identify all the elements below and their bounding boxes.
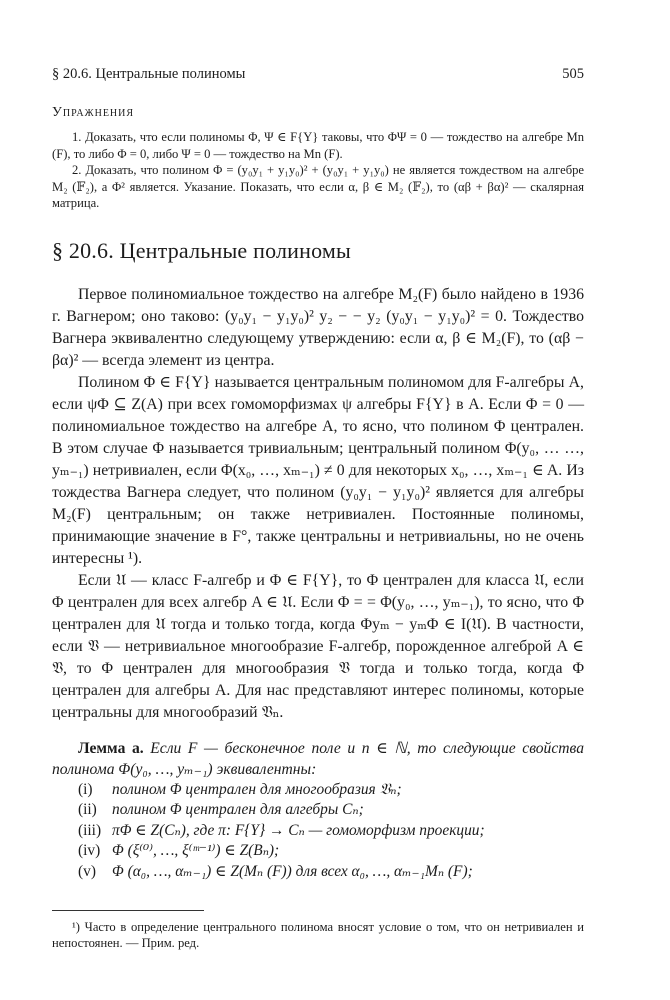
page xyxy=(52,66,584,951)
lemma xyxy=(52,738,584,780)
lemma-item: (v) Φ (α₀, …, αₘ₋₁) ∈ Z(Mₙ (F)) для всех α₀, …, αₘ₋₁Mₙ (F); xyxy=(78,862,473,880)
page-number: 505 xyxy=(562,66,584,82)
lemma-items xyxy=(78,780,584,883)
exercises-title: Упражнения xyxy=(52,105,135,120)
running-head-section: § 20.6. Центральные полиномы xyxy=(52,66,246,82)
lemma-item: (i) полином Φ централен для многообразия 𝔙ₙ; xyxy=(78,780,402,798)
footnote: ¹) Часто в определение центрального полинома вносят условие о том, что он нетривиален и непостоянен. — Прим. ред. xyxy=(52,920,584,950)
paragraph-class-central: Если 𝔘 — класс F-алгебр и Φ ∈ F{Y}, то Φ централен для класса 𝔘, если Φ централен для всех алгебр A ∈ 𝔘. Если Φ = = Φ(y₀, …, yₘ₋₁), то ясно, что Φ централен для 𝔘 тогда и только тогда, когда Φyₘ − yₘΦ ∈ I(𝔘). В частности, если 𝔙 — нетривиальное многообразие F-алгебр, порожденное алгеброй A ∈ 𝔙, то Φ централен для многообразия 𝔙 тогда и только тогда, когда Φ централен для алгебры A. Для нас представляют интерес полиномы, которые центральны для многообразий 𝔙ₙ. xyxy=(52,571,584,721)
exercise-1: 1. Доказать, что если полиномы Φ, Ψ ∈ F{Y} таковы, что ΦΨ = 0 — тождество на алгебре Mn (F), то либо Φ = 0, либо Ψ = 0 — тождество на Mn (F). xyxy=(52,130,584,161)
lemma-statement: Если F — бесконечное поле и n ∈ ℕ, то следующие свойства полинома Φ(y₀, …, yₘ₋₁) эквивалентны: xyxy=(52,739,584,778)
exercise-2: 2. Доказать, что полином Φ = (y₀y₁ + y₁y₀)² + (y₀y₁ + y₁y₀) не является тождеством на алгебре M₂ (𝔽₂), а Φ² является. Указание. Показать, что если α, β ∈ M₂ (𝔽₂), то (αβ + βα)² — скалярная матрица. xyxy=(52,163,584,210)
running-head xyxy=(52,66,584,83)
paragraph-wagner: Первое полиномиальное тождество на алгебре M₂(F) было найдено в 1936 г. Вагнером; оно таково: (y₀y₁ − y₁y₀)² y₂ − − y₂ (y₀y₁ − y₁y₀)² = 0. Тождество Вагнера эквивалентно следующему утверждению: если α, β ∈ M₂(F), то (αβ − βα)² — всегда элемент из центра. xyxy=(52,285,584,369)
lemma-item: (ii) полином Φ централен для алгебры Cₙ; xyxy=(78,801,364,818)
footnote-divider xyxy=(52,910,204,911)
lemma-item: (iii) πΦ ∈ Z(Cₙ), где π: F{Y} → Cₙ — гомоморфизм проекции; xyxy=(78,821,485,839)
lemma-head: Лемма а. xyxy=(78,739,144,757)
section-title: § 20.6. Центральные полиномы xyxy=(52,237,351,263)
paragraph-central-definition: Полином Φ ∈ F{Y} называется центральным полиномом для F-алгебры A, если ψΦ ⊆ Z(A) при всех гомоморфизмах ψ алгебры F{Y} в A. Если Φ = 0 — полиномиальное тождество на алгебре A, то ясно, что полином Φ централен. В этом случае Φ называется тривиальным; центральный полином Φ(y₀, … …, yₘ₋₁) нетривиален, если Φ(x₀, …, xₘ₋₁) ≠ 0 для некоторых x₀, …, xₘ₋₁ ∈ A. Из тождества Вагнера следует, что полином (y₀y₁ − y₁y₀)² является для алгебры M₂(F) центральным; он также нетривиален. Постоянные полиномы, принимающие значение в F°, также центральны и нетривиальны, но не очень интересны ¹). xyxy=(52,373,584,567)
lemma-item: (iv) Φ (ξ⁽⁰⁾, …, ξ⁽ᵐ⁻¹⁾) ∈ Z(Bₙ); xyxy=(78,842,280,859)
